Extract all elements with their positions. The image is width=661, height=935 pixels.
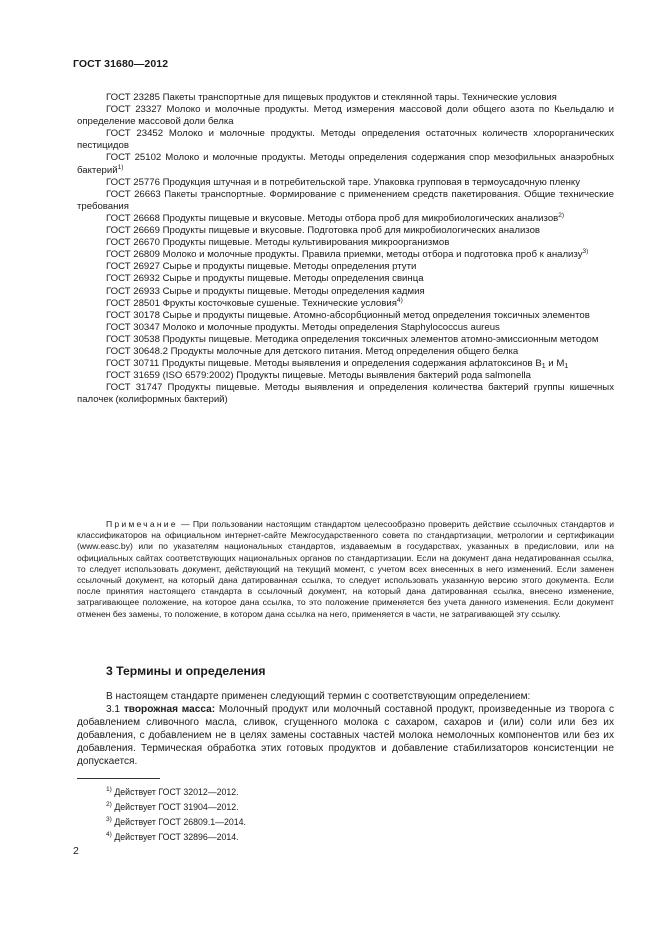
reference-item <box>77 382 614 406</box>
note-paragraph <box>77 519 614 620</box>
footnote-marker[interactable]: 3) <box>582 248 589 256</box>
term-name: творожная масса: <box>123 704 216 716</box>
reference-text: ГОСТ 23285 Пакеты транспортные для пищевых продуктов и стеклянной тары. Технические условия <box>106 92 557 103</box>
reference-text: ГОСТ 26669 Продукты пищевые и вкусовые. Подготовка проб для микробиологических анализов <box>106 225 541 237</box>
reference-text: ГОСТ 31659 (ISO 6579:2002) Продукты пищевые. Методы выявления бактерий рода salmonella <box>106 370 531 382</box>
aflatoxin-m: M <box>556 358 565 370</box>
aflatoxin-b: B <box>535 358 542 370</box>
footnote-marker[interactable]: 4) <box>396 296 403 304</box>
reference-text: ГОСТ 30178 Сырье и продукты пищевые. Атомно-абсорбционный метод определения токсичных элементов <box>106 309 590 321</box>
footnotes-list <box>106 785 246 845</box>
footnote-mark: 4) <box>106 830 112 838</box>
reference-text: ГОСТ 23327 Молоко и молочные продукты. Метод измерения массовой доли общего азота по Кьельдалю и определение массовой доли белка <box>77 104 614 128</box>
reference-text: ГОСТ 31747 Продукты пищевые. Методы выявления и определения количества бактерий группы кишечных палочек (колиформных бактерий) <box>77 382 614 406</box>
term-definition <box>77 703 614 768</box>
reference-item <box>77 152 614 176</box>
footnote-text: Действует ГОСТ 26809.1—2014. <box>111 816 246 827</box>
reference-item <box>77 177 614 189</box>
reference-item <box>77 358 614 370</box>
footnote-mark: 1) <box>106 786 112 793</box>
subscript: 1 <box>541 363 546 371</box>
footnote-mark: 3) <box>106 815 112 823</box>
reference-text: ГОСТ 30648.2 Продукты молочные для детского питания. Метод определения общего белка <box>106 345 519 357</box>
reference-item <box>77 213 614 225</box>
footnote-item <box>106 815 246 830</box>
section-body <box>77 690 614 769</box>
reference-item <box>77 249 614 261</box>
reference-item <box>77 370 614 382</box>
normative-references-list <box>77 92 614 406</box>
footnote-item <box>106 830 246 845</box>
reference-item <box>77 286 614 298</box>
note-label: Примечание <box>106 519 178 529</box>
footnote-item <box>106 800 246 815</box>
reference-item <box>77 128 614 152</box>
conjunction: и <box>545 358 557 370</box>
footnote-text: Действует ГОСТ 32896—2014. <box>111 831 239 842</box>
section-title: 3 Термины и определения <box>106 664 266 678</box>
reference-text: ГОСТ 30711 Продукты пищевые. Методы выявления и определения содержания афлатоксинов <box>106 358 533 370</box>
definition-text: Молочный продукт или молочный составной продукт, произведенные из творога с добавлением сливочного масла, сливок, сгущенного молока с сахаром, сахаров и (или) соли или без их добавления, с добавлением не в целях замены составных частей молока немолочных компонентов или без их добавления. Термическая обработка этих готовых продуктов и добавление стабилизаторов консистенции не допускается. <box>77 704 614 768</box>
reference-text: ГОСТ 30347 Молоко и молочные продукты. Методы определения Staphylococcus aureus <box>106 321 500 333</box>
footnote-marker[interactable]: 1) <box>117 163 124 171</box>
reference-text: ГОСТ 26933 Сырье и продукты пищевые. Методы определения кадмия <box>106 285 425 297</box>
page-number: 2 <box>73 845 79 857</box>
subscript: 1 <box>564 363 569 371</box>
footnote-text: Действует ГОСТ 31904—2012. <box>111 801 239 812</box>
reference-item <box>77 225 614 237</box>
reference-text: ГОСТ 26927 Сырье и продукты пищевые. Методы определения ртути <box>106 261 417 273</box>
reference-item <box>77 346 614 358</box>
reference-text: ГОСТ 25102 Молоко и молочные продукты. Методы определения содержания спор мезофильных анаэробных бактерий <box>77 152 614 176</box>
reference-text: ГОСТ 26668 Продукты пищевые и вкусовые. Методы отбора проб для микробиологических анализов <box>106 212 559 224</box>
reference-item <box>77 261 614 273</box>
reference-text: ГОСТ 28501 Фрукты косточковые сушеные. Технические условия <box>106 297 397 309</box>
footnote-item <box>106 785 246 800</box>
reference-text: ГОСТ 26932 Сырье и продукты пищевые. Методы определения свинца <box>106 273 424 285</box>
note-text: — При пользовании настоящим стандартом целесообразно проверить действие ссылочных стандартов и классификаторов на официальном интернет-сайте Межгосударственного совета по стандартизации, метрологии и сертификации (www.easc.by) или по указателям национальных стандартов, издаваемым в государствах, указанных в предисловии, или на официальных сайтах соответствующих национальных органов по стандартизации. Если на документ дана недатированная ссылка, то следует использовать документ, действующий на текущий момент, с учетом всех внесенных в него изменений. Если заменен ссылочный документ, на который дана датированная ссылка, то следует использовать указанную версию этого документа. Если после принятия настоящего стандарта в ссылочный документ, на который дана датированная ссылка, внесено изменение, затрагивающее положение, на которое дана ссылка, то это положение применяется без учета данного изменения. Если документ отменен без замены, то положение, в котором дана ссылка на него, применяется в части, не затрагивающей эту ссылку. <box>77 519 614 619</box>
footnote-text: Действует ГОСТ 32012—2012. <box>111 787 239 797</box>
footnote-mark: 2) <box>106 800 112 808</box>
reference-item <box>77 310 614 322</box>
footnote-marker[interactable]: 2) <box>558 211 565 219</box>
footnote-divider <box>77 778 160 779</box>
reference-text: ГОСТ 25776 Продукция штучная и в потребительской таре. Упаковка групповая в термоусадочную пленку <box>106 176 580 188</box>
reference-text: ГОСТ 23452 Молоко и молочные продукты. Методы определения остаточных количеств хлорорганических пестицидов <box>77 128 614 152</box>
reference-text: ГОСТ 26670 Продукты пищевые. Методы культивирования микроорганизмов <box>106 237 450 249</box>
reference-text: ГОСТ 26663 Пакеты транспортные. Формирование с применением средств пакетирования. Общие технические требования <box>77 188 614 212</box>
reference-item <box>77 237 614 249</box>
reference-item <box>77 322 614 334</box>
reference-text: ГОСТ 26809 Молоко и молочные продукты. Правила приемки, методы отбора и подготовка проб к анализу <box>106 249 583 261</box>
reference-item <box>77 334 614 346</box>
reference-text: ГОСТ 30538 Продукты пищевые. Методика определения токсичных элементов атомно-эмиссионным методом <box>106 333 599 345</box>
reference-item <box>77 273 614 285</box>
document-header: ГОСТ 31680—2012 <box>73 58 169 70</box>
reference-item <box>77 189 614 213</box>
clause-number: 3.1 <box>106 704 124 716</box>
section-intro: В настоящем стандарте применен следующий термин с соответствующим определением: <box>106 691 531 702</box>
reference-item <box>77 92 614 104</box>
reference-item <box>77 298 614 310</box>
reference-item <box>77 104 614 128</box>
